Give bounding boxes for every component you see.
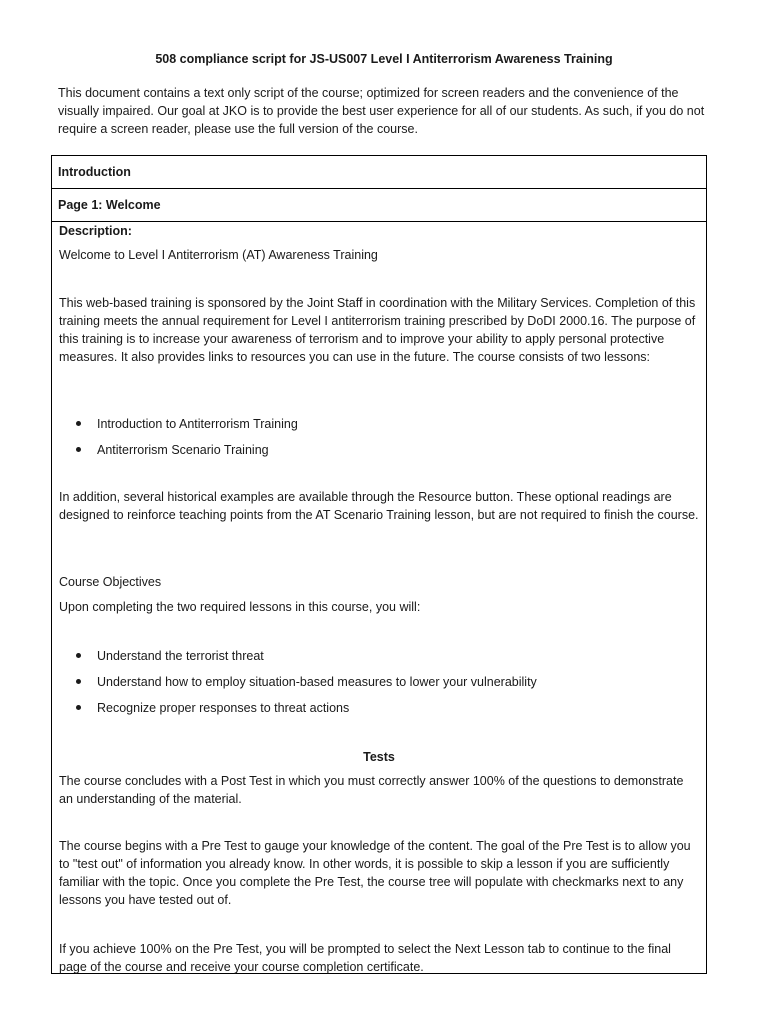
document-title: 508 compliance script for JS-US007 Level I Antiterrorism Awareness Training <box>155 52 613 66</box>
tests-heading: Tests <box>363 750 395 764</box>
objective-text: Understand how to employ situation-based measures to lower your vulnerability <box>97 675 537 689</box>
lessons-list <box>59 415 699 467</box>
list-item <box>59 699 699 725</box>
list-item <box>59 415 699 441</box>
objectives-intro: Upon completing the two required lessons in this course, you will: <box>59 600 421 614</box>
training-paragraph: This web-based training is sponsored by the Joint Staff in coordination with the Military Services. Completion of this training meets the annual requirement for Level I antiterrorism training prescribed by DoDI 2000.16. The purpose of this training is to increase your awareness of terrorism and to improve your ability to apply personal protective measures. It also provides links to resources you can use in the future. The course consists of two lessons: <box>59 296 696 364</box>
lesson-text: Antiterrorism Scenario Training <box>97 443 269 457</box>
objectives-list <box>59 647 699 725</box>
description-label: Description: <box>59 224 132 238</box>
tests-paragraph-1: The course concludes with a Post Test in which you must correctly answer 100% of the questions to demonstrate an understanding of the material. <box>59 774 684 806</box>
welcome-line: Welcome to Level I Antiterrorism (AT) Awareness Training <box>59 248 378 262</box>
bullet-icon <box>76 447 81 452</box>
script-table <box>51 155 707 974</box>
tests-paragraph-3: If you achieve 100% on the Pre Test, you will be prompted to select the Next Lesson tab to continue to the final page of the course and receive your course completion certificate. <box>59 942 671 974</box>
objective-text: Recognize proper responses to threat actions <box>97 701 350 715</box>
intro-paragraph: This document contains a text only script of the course; optimized for screen readers and the convenience of the visually impaired. Our goal at JKO is to provide the best user experience for all of our students. As such, if you do not require a screen reader, please use the full version of the course. <box>58 86 705 136</box>
tests-paragraph-2: The course begins with a Pre Test to gauge your knowledge of the content. The goal of the Pre Test is to allow you to "test out" of information you already know. In other words, it is possible to skip a lesson if you are sufficiently familiar with the topic. Once you complete the Pre Test, the course tree will populate with checkmarks next to any lessons you have tested out of. <box>59 839 691 907</box>
list-item <box>59 673 699 699</box>
objective-text: Understand the terrorist threat <box>97 649 264 663</box>
objectives-heading: Course Objectives <box>59 575 162 589</box>
historical-paragraph: In addition, several historical examples are available through the Resource button. These optional readings are designed to reinforce teaching points from the AT Scenario Training lesson, but are not required to finish the course. <box>59 490 699 522</box>
list-item <box>59 647 699 673</box>
bullet-icon <box>76 705 81 710</box>
section-header: Introduction <box>52 156 706 189</box>
bullet-icon <box>76 421 81 426</box>
list-item <box>59 441 699 467</box>
bullet-icon <box>76 653 81 658</box>
bullet-icon <box>76 679 81 684</box>
lesson-text: Introduction to Antiterrorism Training <box>97 417 298 431</box>
page-header: Page 1: Welcome <box>52 189 706 222</box>
